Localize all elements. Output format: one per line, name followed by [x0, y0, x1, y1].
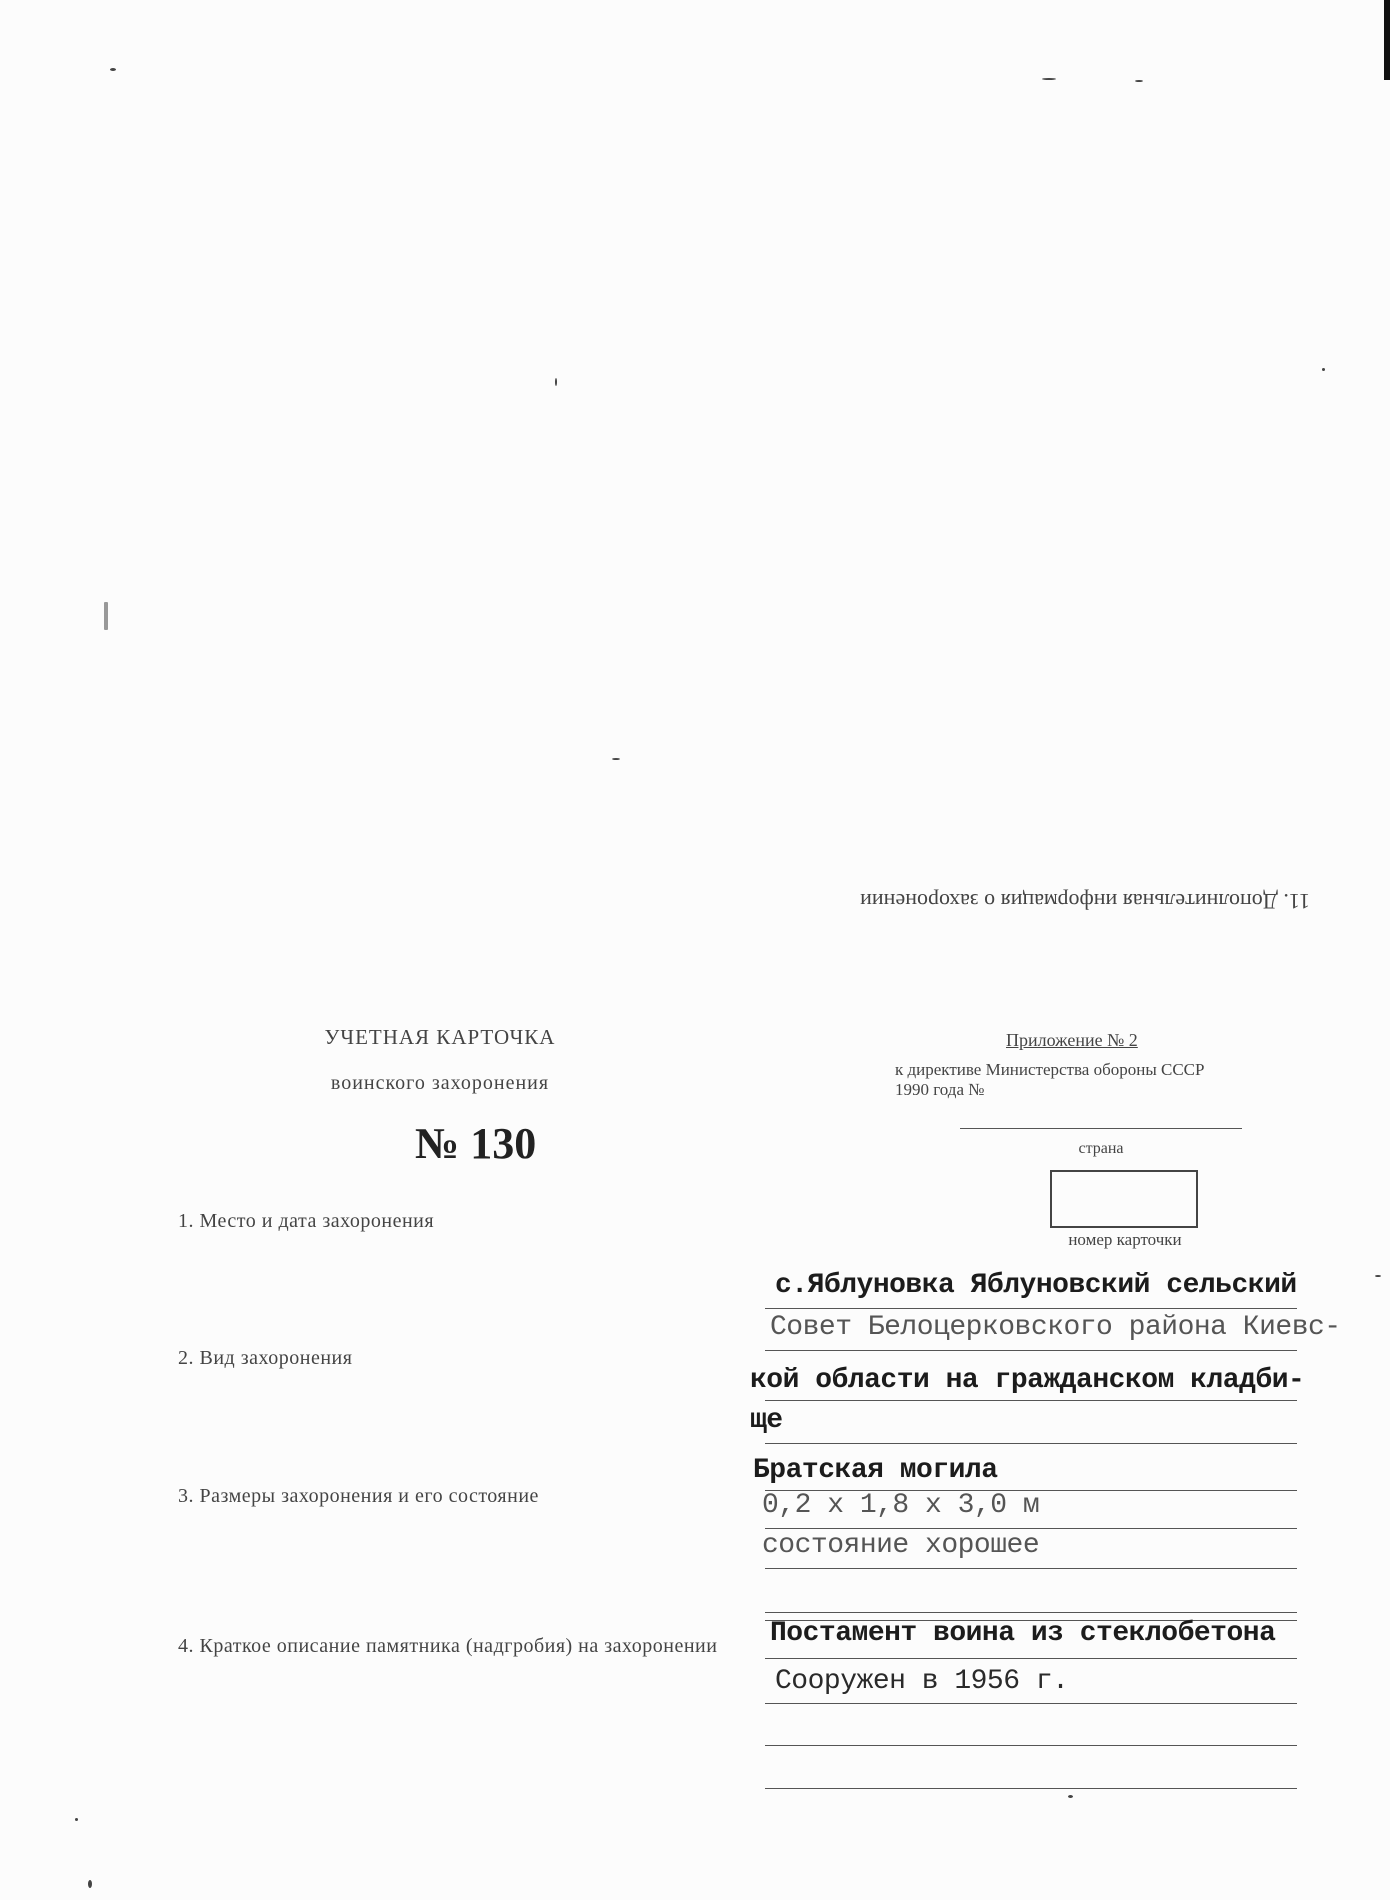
field-1-line-4: ще [750, 1405, 783, 1436]
card-title: УЧЕТНАЯ КАРТОЧКА [324, 1025, 556, 1049]
field-rule [765, 1400, 1297, 1401]
scan-edge-mark [1384, 0, 1390, 80]
field-rule [765, 1308, 1297, 1309]
field-rule [765, 1788, 1297, 1789]
field-1-line-3: кой области на гражданском кладби- [750, 1365, 1305, 1396]
scan-speck [1375, 1275, 1381, 1277]
field-4-line-2: Сооружен в 1956 г. [775, 1666, 1069, 1697]
scan-speck [612, 758, 620, 760]
field-rule [765, 1528, 1297, 1529]
field-3-label: 3. Размеры захоронения и его состояние [178, 1485, 539, 1507]
field-3-line-2: состояние хорошее [762, 1530, 1040, 1561]
appendix-text [895, 1060, 1295, 1100]
card-subtitle: воинского захоронения [330, 1072, 550, 1094]
card-number-label: номер карточки [1068, 1230, 1182, 1249]
field-1-line-1: с.Яблуновка Яблуновский сельский [775, 1270, 1297, 1301]
scan-speck [1042, 78, 1056, 80]
field-rule [765, 1568, 1297, 1569]
appendix-line-1: к директиве Министерства обороны СССР [895, 1060, 1205, 1079]
country-underline [960, 1128, 1242, 1129]
appendix-title: Приложение № 2 [1006, 1030, 1138, 1050]
scan-speck [110, 68, 116, 71]
field-2-line-1: Братская могила [753, 1455, 998, 1486]
scan-speck [88, 1880, 92, 1888]
field-rule [765, 1703, 1297, 1704]
country-label: страна [1078, 1140, 1124, 1157]
scan-speck [1135, 80, 1143, 82]
field-rule [765, 1745, 1297, 1746]
field-rule [765, 1658, 1297, 1659]
field-1-line-2: Совет Белоцерковского района Киевс- [770, 1312, 1341, 1343]
field-2-label: 2. Вид захоронения [178, 1347, 353, 1369]
card-number-box [1050, 1170, 1198, 1228]
field-4-label: 4. Краткое описание памятника (надгробия) на захоронении [178, 1635, 718, 1657]
scan-speck [104, 602, 108, 630]
reverse-side-additional-info: 11. Дополнительная информация о захоронении [860, 889, 1310, 914]
field-3-line-1: 0,2 х 1,8 х 3,0 м [762, 1490, 1040, 1521]
field-4-line-1: Постамент воина из стеклобетона [770, 1618, 1276, 1649]
scan-speck [1322, 368, 1325, 371]
card-number: № 130 [415, 1119, 537, 1168]
field-rule [765, 1350, 1297, 1351]
scan-speck [555, 378, 557, 386]
scan-speck [1068, 1795, 1073, 1798]
field-1-label: 1. Место и дата захоронения [178, 1210, 435, 1232]
field-rule [765, 1443, 1297, 1444]
appendix-line-2: 1990 года № [895, 1080, 985, 1099]
field-rule [765, 1612, 1297, 1613]
scan-speck [75, 1818, 78, 1821]
